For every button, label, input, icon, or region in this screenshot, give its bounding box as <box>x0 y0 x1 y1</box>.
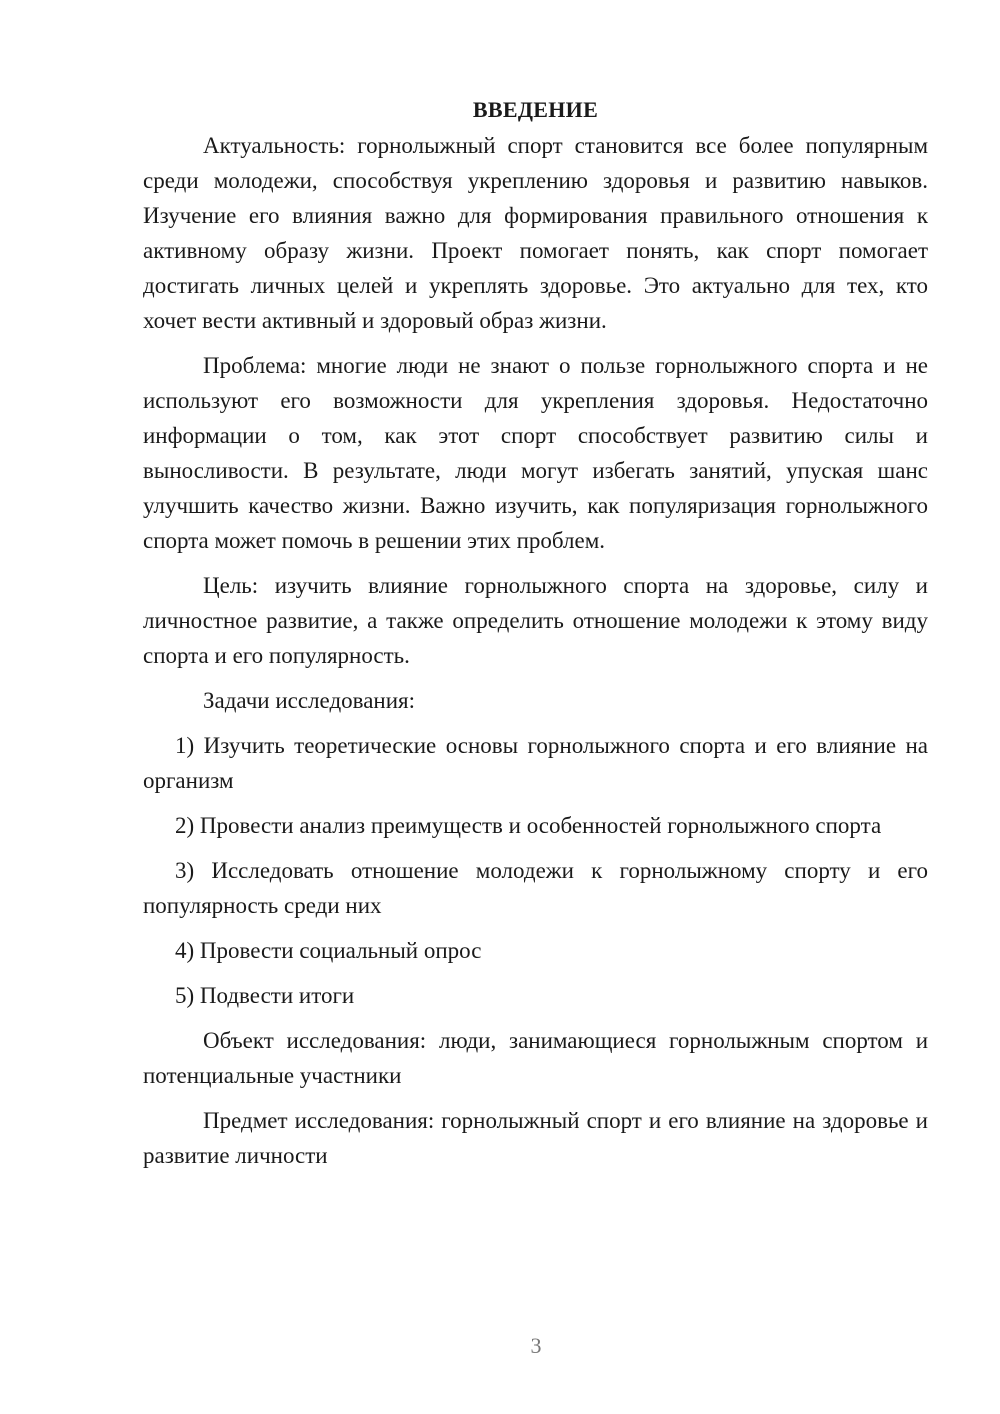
task-item-3: 3) Исследовать отношение молодежи к горнолыжному спорту и его популярность среди них <box>143 858 928 918</box>
paragraph-object: Объект исследования: люди, занимающиеся горнолыжным спортом и потенциальные участники <box>143 1028 928 1088</box>
paragraph-goal: Цель: изучить влияние горнолыжного спорта на здоровье, силу и личностное развитие, а также определить отношение молодежи к этому виду спорта и его популярность. <box>143 573 928 668</box>
section-title: ВВЕДЕНИЕ <box>472 97 599 122</box>
tasks-heading: Задачи исследования: <box>203 688 416 713</box>
page-number: 3 <box>530 1333 542 1358</box>
task-item-2: 2) Провести анализ преимуществ и особенностей горнолыжного спорта <box>175 813 882 838</box>
document-page <box>143 92 928 1183</box>
paragraph-problem: Проблема: многие люди не знают о пользе горнолыжного спорта и не используют его возможности для укрепления здоровья. Недостаточно информации о том, как этот спорт способствует развитию силы и выносливости. В результате, люди могут избегать занятий, упуская шанс улучшить качество жизни. Важно изучить, как популяризация горнолыжного спорта может помочь в решении этих проблем. <box>143 353 928 553</box>
task-item-1: 1) Изучить теоретические основы горнолыжного спорта и его влияние на организм <box>143 733 928 793</box>
tasks-list <box>143 728 928 1013</box>
task-item-4: 4) Провести социальный опрос <box>175 938 482 963</box>
paragraph-relevance: Актуальность: горнолыжный спорт становится все более популярным среди молодежи, способствуя укреплению здоровья и развитию навыков. Изучение его влияния важно для формирования правильного отношения к активному образу жизни. Проект помогает понять, как спорт помогает достигать личных целей и укреплять здоровье. Это актуально для тех, кто хочет вести активный и здоровый образ жизни. <box>143 133 928 333</box>
task-item-5: 5) Подвести итоги <box>175 983 355 1008</box>
paragraph-subject: Предмет исследования: горнолыжный спорт и его влияние на здоровье и развитие личности <box>143 1108 928 1168</box>
